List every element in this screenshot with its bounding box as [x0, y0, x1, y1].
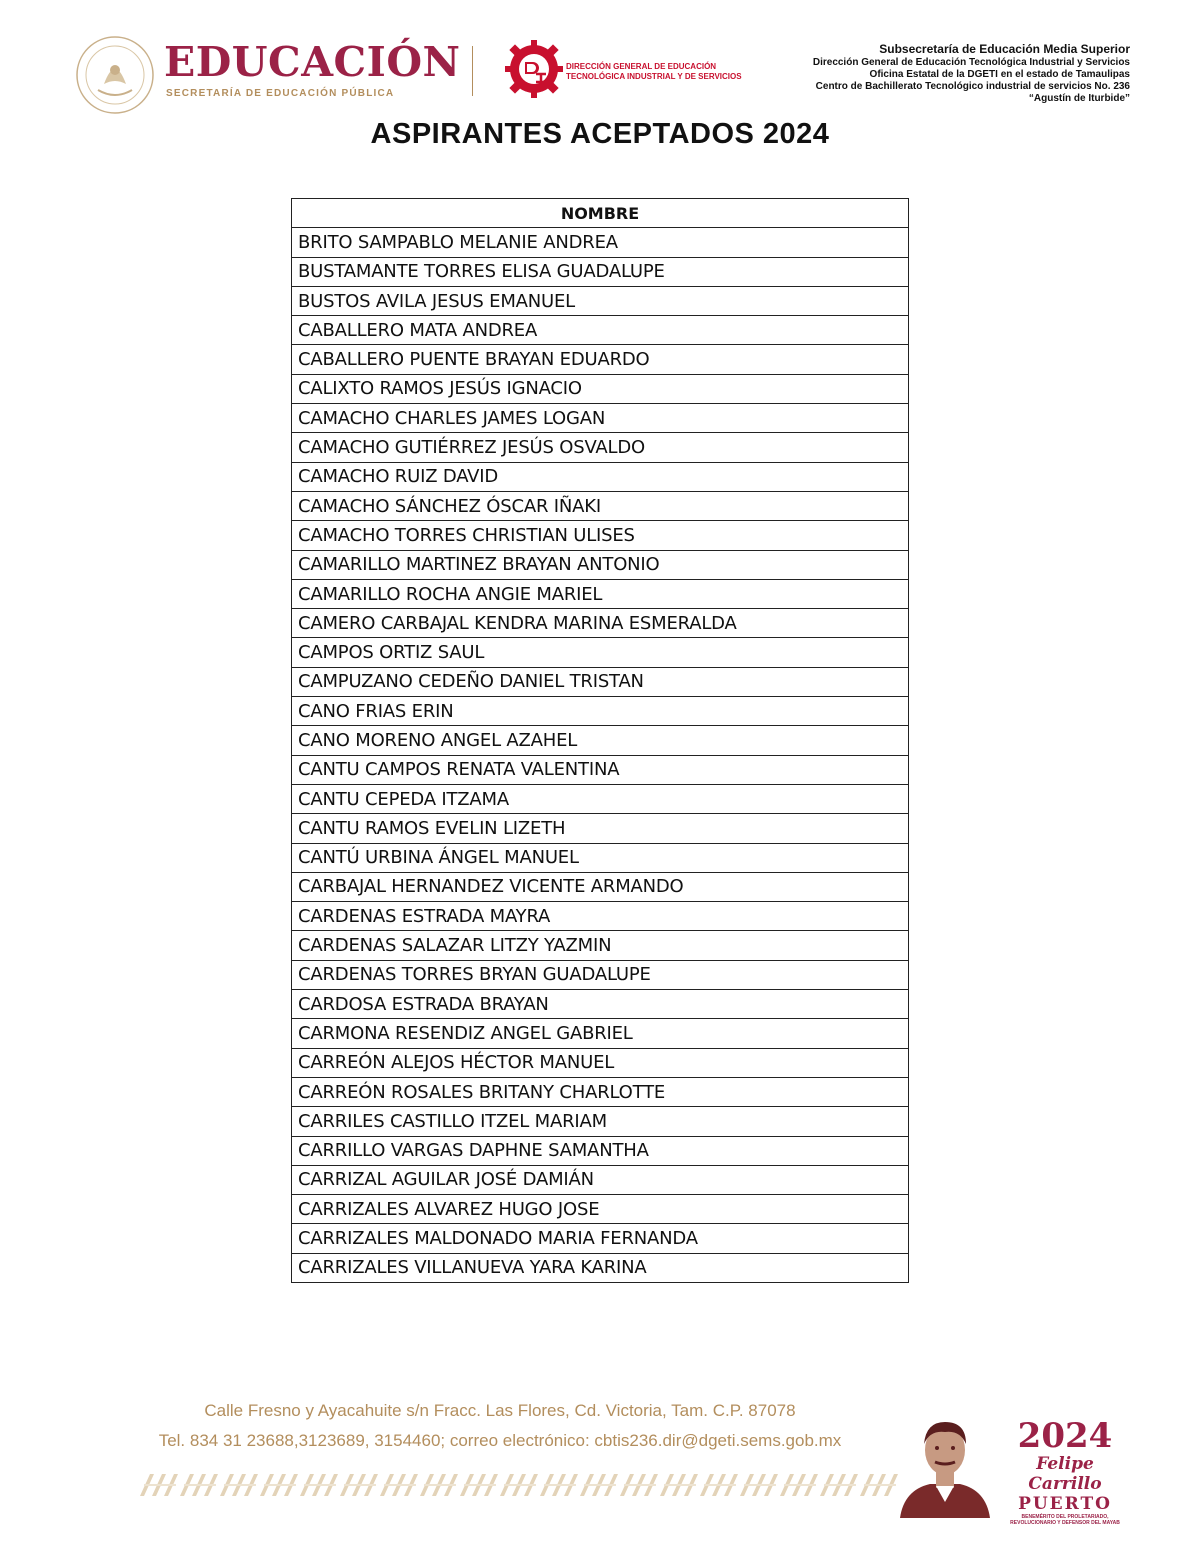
name-cell: CAMACHO SÁNCHEZ ÓSCAR IÑAKI [292, 491, 909, 520]
logo-title: EDUCACIÓN [164, 38, 461, 86]
name-cell: CANO MORENO ANGEL AZAHEL [292, 726, 909, 755]
table-row [292, 1224, 909, 1253]
institution-line: Subsecretaría de Educación Media Superior [879, 42, 1130, 56]
greca-pattern-icon [140, 1468, 900, 1502]
name-cell: CAMARILLO ROCHA ANGIE MARIEL [292, 579, 909, 608]
name-cell: CAMPOS ORTIZ SAUL [292, 638, 909, 667]
name-cell: CARMONA RESENDIZ ANGEL GABRIEL [292, 1019, 909, 1048]
table-row [292, 491, 909, 520]
header-divider [472, 46, 473, 96]
table-row [292, 784, 909, 813]
table-row [292, 1048, 909, 1077]
year-logo-surname: PUERTO [1018, 1494, 1112, 1514]
table-row [292, 667, 909, 696]
name-cell: CANTU RAMOS EVELIN LIZETH [292, 814, 909, 843]
table-row [292, 609, 909, 638]
table-row [292, 374, 909, 403]
table-row [292, 257, 909, 286]
mexico-seal-icon [74, 34, 156, 116]
table-row [292, 902, 909, 931]
table-header-row [292, 199, 909, 228]
table-row [292, 521, 909, 550]
table-row [292, 726, 909, 755]
institution-line: Oficina Estatal de la DGETI en el estado de Tamaulipas [869, 69, 1130, 80]
table-row [292, 404, 909, 433]
name-cell: CAMACHO GUTIÉRREZ JESÚS OSVALDO [292, 433, 909, 462]
name-cell: CARDOSA ESTRADA BRAYAN [292, 990, 909, 1019]
institution-line: Centro de Bachillerato Tecnológico industrial de servicios No. 236 [815, 81, 1130, 92]
name-cell: CANO FRIAS ERIN [292, 697, 909, 726]
name-cell: CANTÚ URBINA ÁNGEL MANUEL [292, 843, 909, 872]
table-row [292, 1253, 909, 1282]
name-cell: CANTU CEPEDA ITZAMA [292, 784, 909, 813]
year-logo-subtitle: BENEMÉRITO DEL PROLETARIADO, REVOLUCIONARIO Y DEFENSOR DEL MAYAB [1010, 1514, 1120, 1526]
logo-subtitle: SECRETARÍA DE EDUCACIÓN PÚBLICA [166, 88, 395, 99]
table-row [292, 550, 909, 579]
footer-contact: Tel. 834 31 23688,3123689, 3154460; correo electrónico: cbtis236.dir@dgeti.sems.gob.mx [158, 1431, 842, 1450]
table-row [292, 1077, 909, 1106]
name-cell: CARDENAS ESTRADA MAYRA [292, 902, 909, 931]
table-row [292, 1019, 909, 1048]
table-row [292, 814, 909, 843]
footer-address: Calle Fresno y Ayacahuite s/n Fracc. Las Flores, Cd. Victoria, Tam. C.P. 87078 [204, 1401, 796, 1420]
table-row [292, 755, 909, 784]
table-row [292, 1165, 909, 1194]
table-row [292, 697, 909, 726]
name-cell: CARDENAS SALAZAR LITZY YAZMIN [292, 931, 909, 960]
name-cell: CAMACHO TORRES CHRISTIAN ULISES [292, 521, 909, 550]
name-cell: CARRILLO VARGAS DAPHNE SAMANTHA [292, 1136, 909, 1165]
table-row [292, 1107, 909, 1136]
table-row [292, 931, 909, 960]
dgeti-gear-icon [503, 38, 565, 100]
table-row [292, 872, 909, 901]
name-cell: CARREÓN ROSALES BRITANY CHARLOTTE [292, 1077, 909, 1106]
dgeti-text-line-2: TECNOLÓGICA INDUSTRIAL Y DE SERVICIOS [566, 72, 742, 81]
name-cell: BUSTAMANTE TORRES ELISA GUADALUPE [292, 257, 909, 286]
year-logo [1000, 1418, 1130, 1526]
institution-line: Dirección General de Educación Tecnológica Industrial y Servicios [812, 57, 1130, 68]
name-cell: BUSTOS AVILA JESUS EMANUEL [292, 286, 909, 315]
institution-info [813, 42, 1130, 105]
dgeti-text-line-1: DIRECCIÓN GENERAL DE EDUCACIÓN [566, 62, 717, 71]
year-logo-name: Felipe Carrillo [1028, 1454, 1102, 1494]
dgeti-text [566, 62, 756, 82]
page-header [0, 0, 1200, 110]
name-cell: CALIXTO RAMOS JESÚS IGNACIO [292, 374, 909, 403]
name-cell: CARBAJAL HERNANDEZ VICENTE ARMANDO [292, 872, 909, 901]
name-cell: CARREÓN ALEJOS HÉCTOR MANUEL [292, 1048, 909, 1077]
name-cell: BRITO SAMPABLO MELANIE ANDREA [292, 228, 909, 257]
table-row [292, 433, 909, 462]
table-row [292, 960, 909, 989]
name-cell: CARRILES CASTILLO ITZEL MARIAM [292, 1107, 909, 1136]
column-header-nombre: NOMBRE [292, 199, 909, 228]
table-row [292, 638, 909, 667]
name-cell: CARRIZALES ALVAREZ HUGO JOSE [292, 1195, 909, 1224]
name-cell: CAMERO CARBAJAL KENDRA MARINA ESMERALDA [292, 609, 909, 638]
table-row [292, 345, 909, 374]
table-row [292, 286, 909, 315]
table-row [292, 843, 909, 872]
table-row [292, 990, 909, 1019]
names-table [291, 198, 909, 1283]
name-cell: CAMARILLO MARTINEZ BRAYAN ANTONIO [292, 550, 909, 579]
institution-line: “Agustín de Iturbide” [1028, 93, 1130, 104]
name-cell: CAMACHO RUIZ DAVID [292, 462, 909, 491]
name-cell: CABALLERO PUENTE BRAYAN EDUARDO [292, 345, 909, 374]
table-row [292, 579, 909, 608]
name-cell: CABALLERO MATA ANDREA [292, 316, 909, 345]
document-title: ASPIRANTES ACEPTADOS 2024 [370, 118, 830, 150]
table-row [292, 462, 909, 491]
table-row [292, 1195, 909, 1224]
name-cell: CARDENAS TORRES BRYAN GUADALUPE [292, 960, 909, 989]
name-cell: CAMPUZANO CEDEÑO DANIEL TRISTAN [292, 667, 909, 696]
name-cell: CANTU CAMPOS RENATA VALENTINA [292, 755, 909, 784]
table-body [292, 228, 909, 1283]
year-logo-year: 2024 [1017, 1416, 1113, 1456]
table-row [292, 1136, 909, 1165]
table-row [292, 228, 909, 257]
felipe-carrillo-portrait-icon [890, 1410, 1000, 1520]
name-cell: CARRIZALES VILLANUEVA YARA KARINA [292, 1253, 909, 1282]
name-cell: CAMACHO CHARLES JAMES LOGAN [292, 404, 909, 433]
name-cell: CARRIZALES MALDONADO MARIA FERNANDA [292, 1224, 909, 1253]
name-cell: CARRIZAL AGUILAR JOSÉ DAMIÁN [292, 1165, 909, 1194]
table-row [292, 316, 909, 345]
